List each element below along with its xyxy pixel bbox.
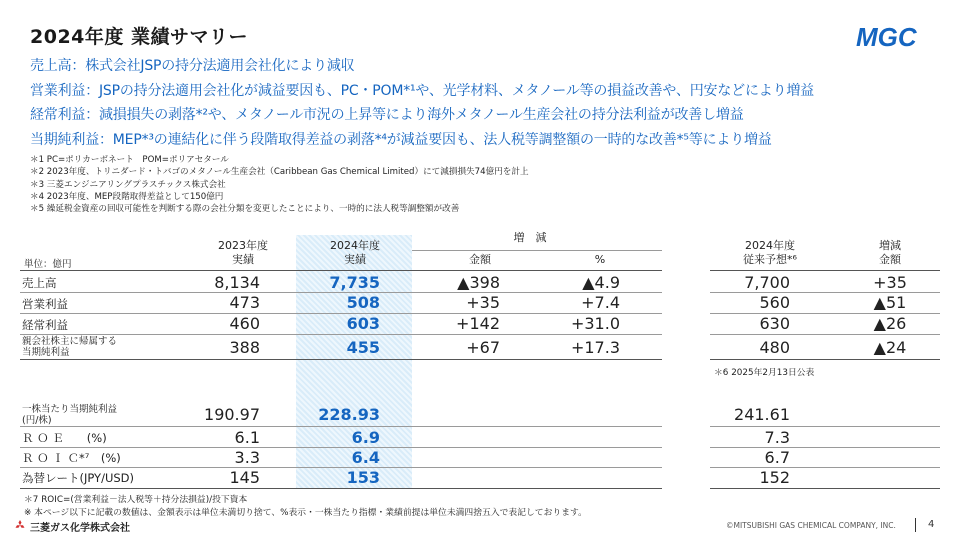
cell-fx-fc: 152	[759, 468, 790, 487]
row-label-sales: 売上高	[22, 276, 57, 290]
header-bottom-line-right	[710, 270, 940, 271]
footnote-7: ＊7 ROIC=(営業利益－法人税等＋持分法損益)/投下資本	[24, 495, 248, 505]
row-divider	[20, 334, 662, 335]
page-separator	[915, 518, 916, 532]
cell-op-fc: 560	[759, 293, 790, 312]
unit-label: 単位：億円	[24, 259, 72, 270]
summary-operating-profit: 営業利益：JSPの持分法適用会社化が減益要因も、PC・POM*¹や、光学材料、メタノール等の損益改善や、円安などにより増益	[30, 83, 814, 99]
summary-ordinary-profit: 経常利益：減損損失の剥落*²や、メタノール市況の上昇等により海外メタノール生産会社の持分法利益が改善し増益	[30, 107, 744, 123]
page-number: 4	[928, 519, 935, 530]
row-label-roe: Ｒ Ｏ Ｅ (%)	[22, 431, 107, 445]
summary-sales: 売上高：株式会社JSPの持分法適用会社化により減収	[30, 58, 355, 74]
row-divider	[710, 334, 940, 335]
row-label-fx: 為替レート(JPY/USD)	[22, 471, 135, 485]
cell-eps-2023: 190.97	[204, 405, 260, 424]
cell-roe-2023: 6.1	[234, 428, 260, 447]
copyright: ©MITSUBISHI GAS CHEMICAL COMPANY, INC.	[726, 521, 896, 530]
row-label-roic: Ｒ Ｏ Ｉ Ｃ*⁷ (%)	[22, 451, 121, 465]
cell-ni-2023: 388	[229, 338, 260, 357]
footnote-rounding: ※ 本ページ以下に記載の数値は、金額表示は単位未満切り捨て、%表示・一株当たり指標・業績前提は単位未満四捨五入で表記しております。	[24, 508, 587, 518]
header-amount: 金額	[469, 253, 491, 266]
cell-op-2024: 508	[346, 293, 380, 312]
cell-sales-2024: 7,735	[329, 273, 380, 292]
cell-roic-fc: 6.7	[764, 448, 790, 467]
cell-ord-fc: 630	[759, 314, 790, 333]
cell-ord-fcdiff: ▲26	[873, 314, 907, 333]
header-2023: 2023年度 実績	[218, 239, 268, 266]
note-2: ＊2 2023年度、トリニダード・トバゴのメタノール生産会社（Caribbean Gas Chemical Limited）にて減損損失74億円を計上	[30, 167, 529, 178]
cell-ni-fcdiff: ▲24	[873, 338, 907, 357]
note-3: ＊3 三菱エンジニアリングプラスチックス株式会社	[30, 179, 226, 190]
footnotes-top	[30, 154, 529, 215]
cell-sales-diff: ▲398	[457, 273, 500, 292]
company-name: 三菱ガス化学株式会社	[30, 523, 130, 534]
row-divider	[20, 359, 662, 360]
cell-sales-fc: 7,700	[744, 273, 790, 292]
cell-ord-2023: 460	[229, 314, 260, 333]
cell-eps-fc: 241.61	[734, 405, 790, 424]
row-label-net-income: 親会社株主に帰属する 当期純利益	[22, 336, 118, 358]
cell-ord-pct: +31.0	[570, 314, 620, 333]
cell-ni-fc: 480	[759, 338, 790, 357]
cell-roe-2024: 6.9	[351, 428, 380, 447]
cell-eps-2024: 228.93	[318, 405, 380, 424]
svg-text:MGC: MGC	[856, 22, 917, 50]
header-percent: %	[594, 253, 606, 266]
page-title: 2024年度 業績サマリー	[30, 26, 248, 48]
row-label-ordinary-profit: 経常利益	[22, 318, 68, 332]
mgc-logo	[856, 22, 934, 50]
cell-roe-fc: 7.3	[764, 428, 790, 447]
cell-sales-fcdiff: +35	[873, 273, 907, 292]
cell-op-2023: 473	[229, 293, 260, 312]
mitsubishi-logo-icon	[14, 520, 26, 531]
cell-ord-2024: 603	[346, 314, 380, 333]
header-forecast: 2024年度 従来予想*⁶	[743, 239, 797, 266]
cell-fx-2024: 153	[346, 468, 380, 487]
cell-op-pct: +7.4	[581, 293, 620, 312]
cell-roic-2023: 3.3	[234, 448, 260, 467]
cell-roic-2024: 6.4	[351, 448, 380, 467]
row-divider	[710, 488, 940, 489]
row-divider	[710, 426, 940, 427]
summary-net-income: 当期純利益：MEP*³の連結化に伴う段階取得差益の剥落*⁴が減益要因も、法人税等調整額の一時的な改善*⁵等により増益	[30, 132, 772, 148]
row-label-eps: 一株当たり当期純利益 (円/株)	[22, 404, 118, 426]
note-5: ＊5 繰延税金資産の回収可能性を判断する際の会社分類を変更したことにより、一時的に法人税等調整額が改善	[30, 204, 460, 215]
header-forecast-change: 増減 金額	[879, 239, 901, 266]
cell-ni-2024: 455	[346, 338, 380, 357]
cell-op-diff: +35	[466, 293, 500, 312]
note-1: ＊1 PC=ポリカーボネート POM=ポリアセタール	[30, 155, 229, 165]
row-divider	[20, 488, 662, 489]
cell-ni-diff: +67	[466, 338, 500, 357]
row-divider	[710, 359, 940, 360]
cell-sales-2023: 8,134	[214, 273, 260, 292]
change-header-line	[412, 250, 662, 251]
cell-ni-pct: +17.3	[570, 338, 620, 357]
note-4: ＊4 2023年度、MEP段階取得差益として150億円	[30, 191, 224, 202]
row-label-operating-profit: 営業利益	[22, 297, 68, 311]
header-bottom-line	[20, 270, 662, 271]
cell-ord-diff: +142	[456, 314, 500, 333]
cell-sales-pct: ▲4.9	[582, 273, 620, 292]
cell-fx-2023: 145	[229, 468, 260, 487]
note-6: ＊6 2025年2月13日公表	[714, 368, 815, 378]
header-change: 増 減	[513, 231, 547, 244]
row-divider	[20, 426, 662, 427]
cell-op-fcdiff: ▲51	[873, 293, 907, 312]
header-2024: 2024年度 実績	[330, 239, 380, 266]
